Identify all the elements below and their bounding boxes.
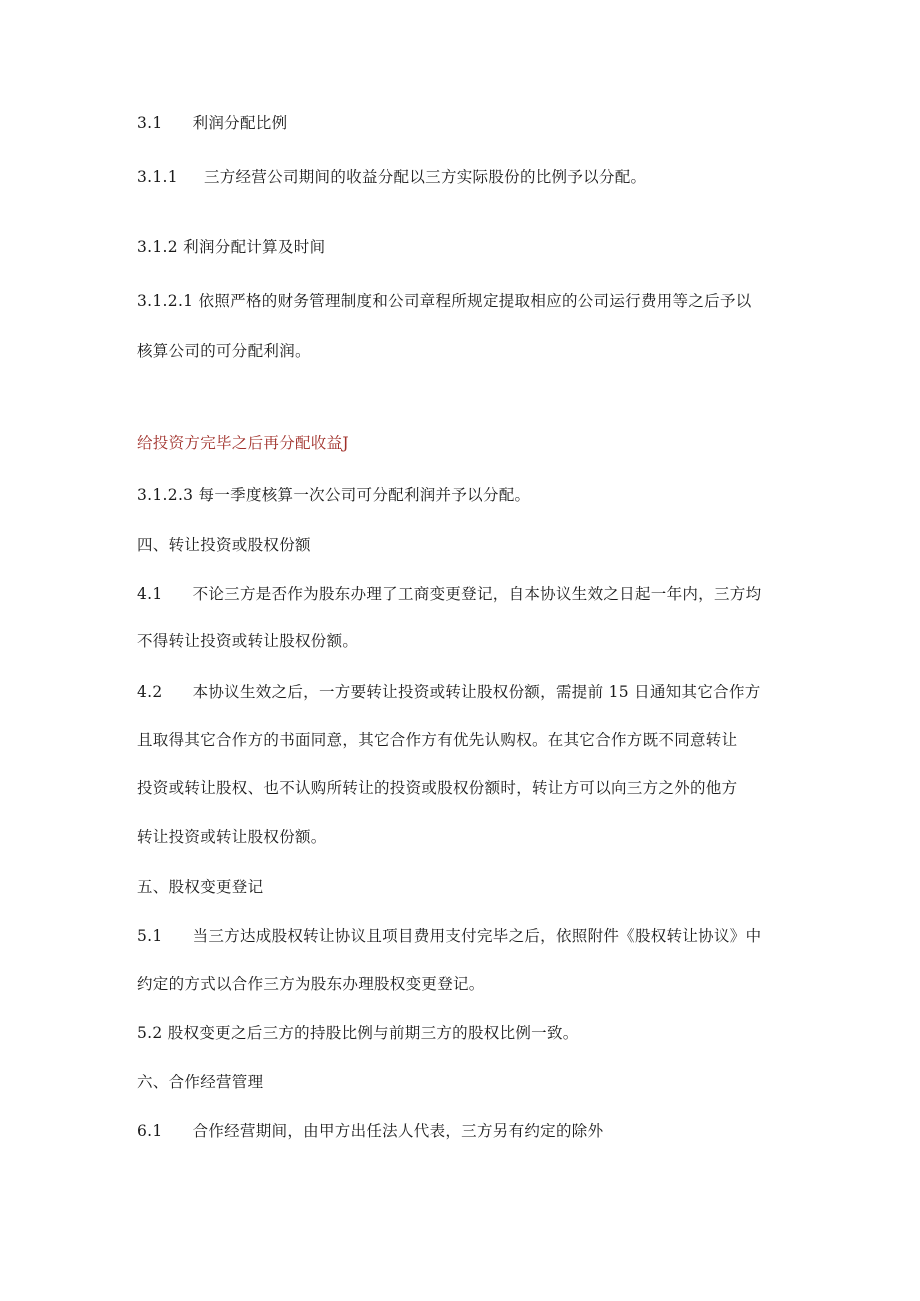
section-5-2: 5.2 股权变更之后三方的持股比例与前期三方的股权比例一致。 [137,1024,579,1042]
paragraph-text: 合作经营期间，由甲方出任法人代表，三方另有约定的除外 [192,1122,604,1140]
section-number: 6.1 [137,1122,163,1140]
section-3-1-2-1-line-1: 3.1.2.1 依照严格的财务管理制度和公司章程所规定提取相应的公司运行费用等之后予以 [137,292,752,310]
section-number: 4.2 [137,683,163,701]
section-4-2-line-3: 投资或转让股权、也不认购所转让的投资或股权份额时，转让方可以向三方之外的他方 [137,779,738,797]
paragraph-text: 当三方达成股权转让协议且项目费用支付完毕之后，依照附件《股权转让协议》中 [192,927,762,945]
section-4-2-line-1 [137,681,761,703]
section-number: 4.1 [137,585,163,603]
section-3-1-2-3: 3.1.2.3 每一季度核算一次公司可分配利润并予以分配。 [137,486,531,504]
section-5-1-line-1 [137,925,761,947]
section-3-1-1 [137,166,646,188]
paragraph-text: 本协议生效之后，一方要转让投资或转让股权份额，需提前 15 日通知其它合作方 [192,683,761,701]
section-number: 5.1 [137,927,163,945]
section-4-1-line-1 [137,583,761,605]
section-3-1-2: 3.1.2 利润分配计算及时间 [137,238,326,256]
section-4-2-line-4: 转让投资或转让股权份额。 [137,828,327,846]
section-title: 利润分配比例 [192,114,288,132]
section-4-2-line-2: 且取得其它合作方的书面同意，其它合作方有优先认购权。在其它合作方既不同意转让 [137,731,738,749]
paragraph-text: 三方经营公司期间的收益分配以三方实际股份的比例予以分配。 [203,168,647,186]
section-3-1-2-1-line-2: 核算公司的可分配利润。 [137,342,311,360]
section-3-1 [137,112,287,134]
heading-6: 六、合作经营管理 [137,1073,264,1091]
heading-5: 五、股权变更登记 [137,878,264,896]
section-number: 3.1 [137,114,163,132]
section-5-1-line-2: 约定的方式以合作三方为股东办理股权变更登记。 [137,975,485,993]
section-4-1-line-2: 不得转让投资或转让股权份额。 [137,632,359,650]
red-annotation: 给投资方完毕之后再分配收益J [137,434,349,452]
heading-4: 四、转让投资或股权份额 [137,536,311,554]
section-number: 3.1.1 [137,168,178,186]
paragraph-text: 不论三方是否作为股东办理了工商变更登记，自本协议生效之日起一年内，三方均 [192,585,762,603]
section-6-1 [137,1120,603,1142]
